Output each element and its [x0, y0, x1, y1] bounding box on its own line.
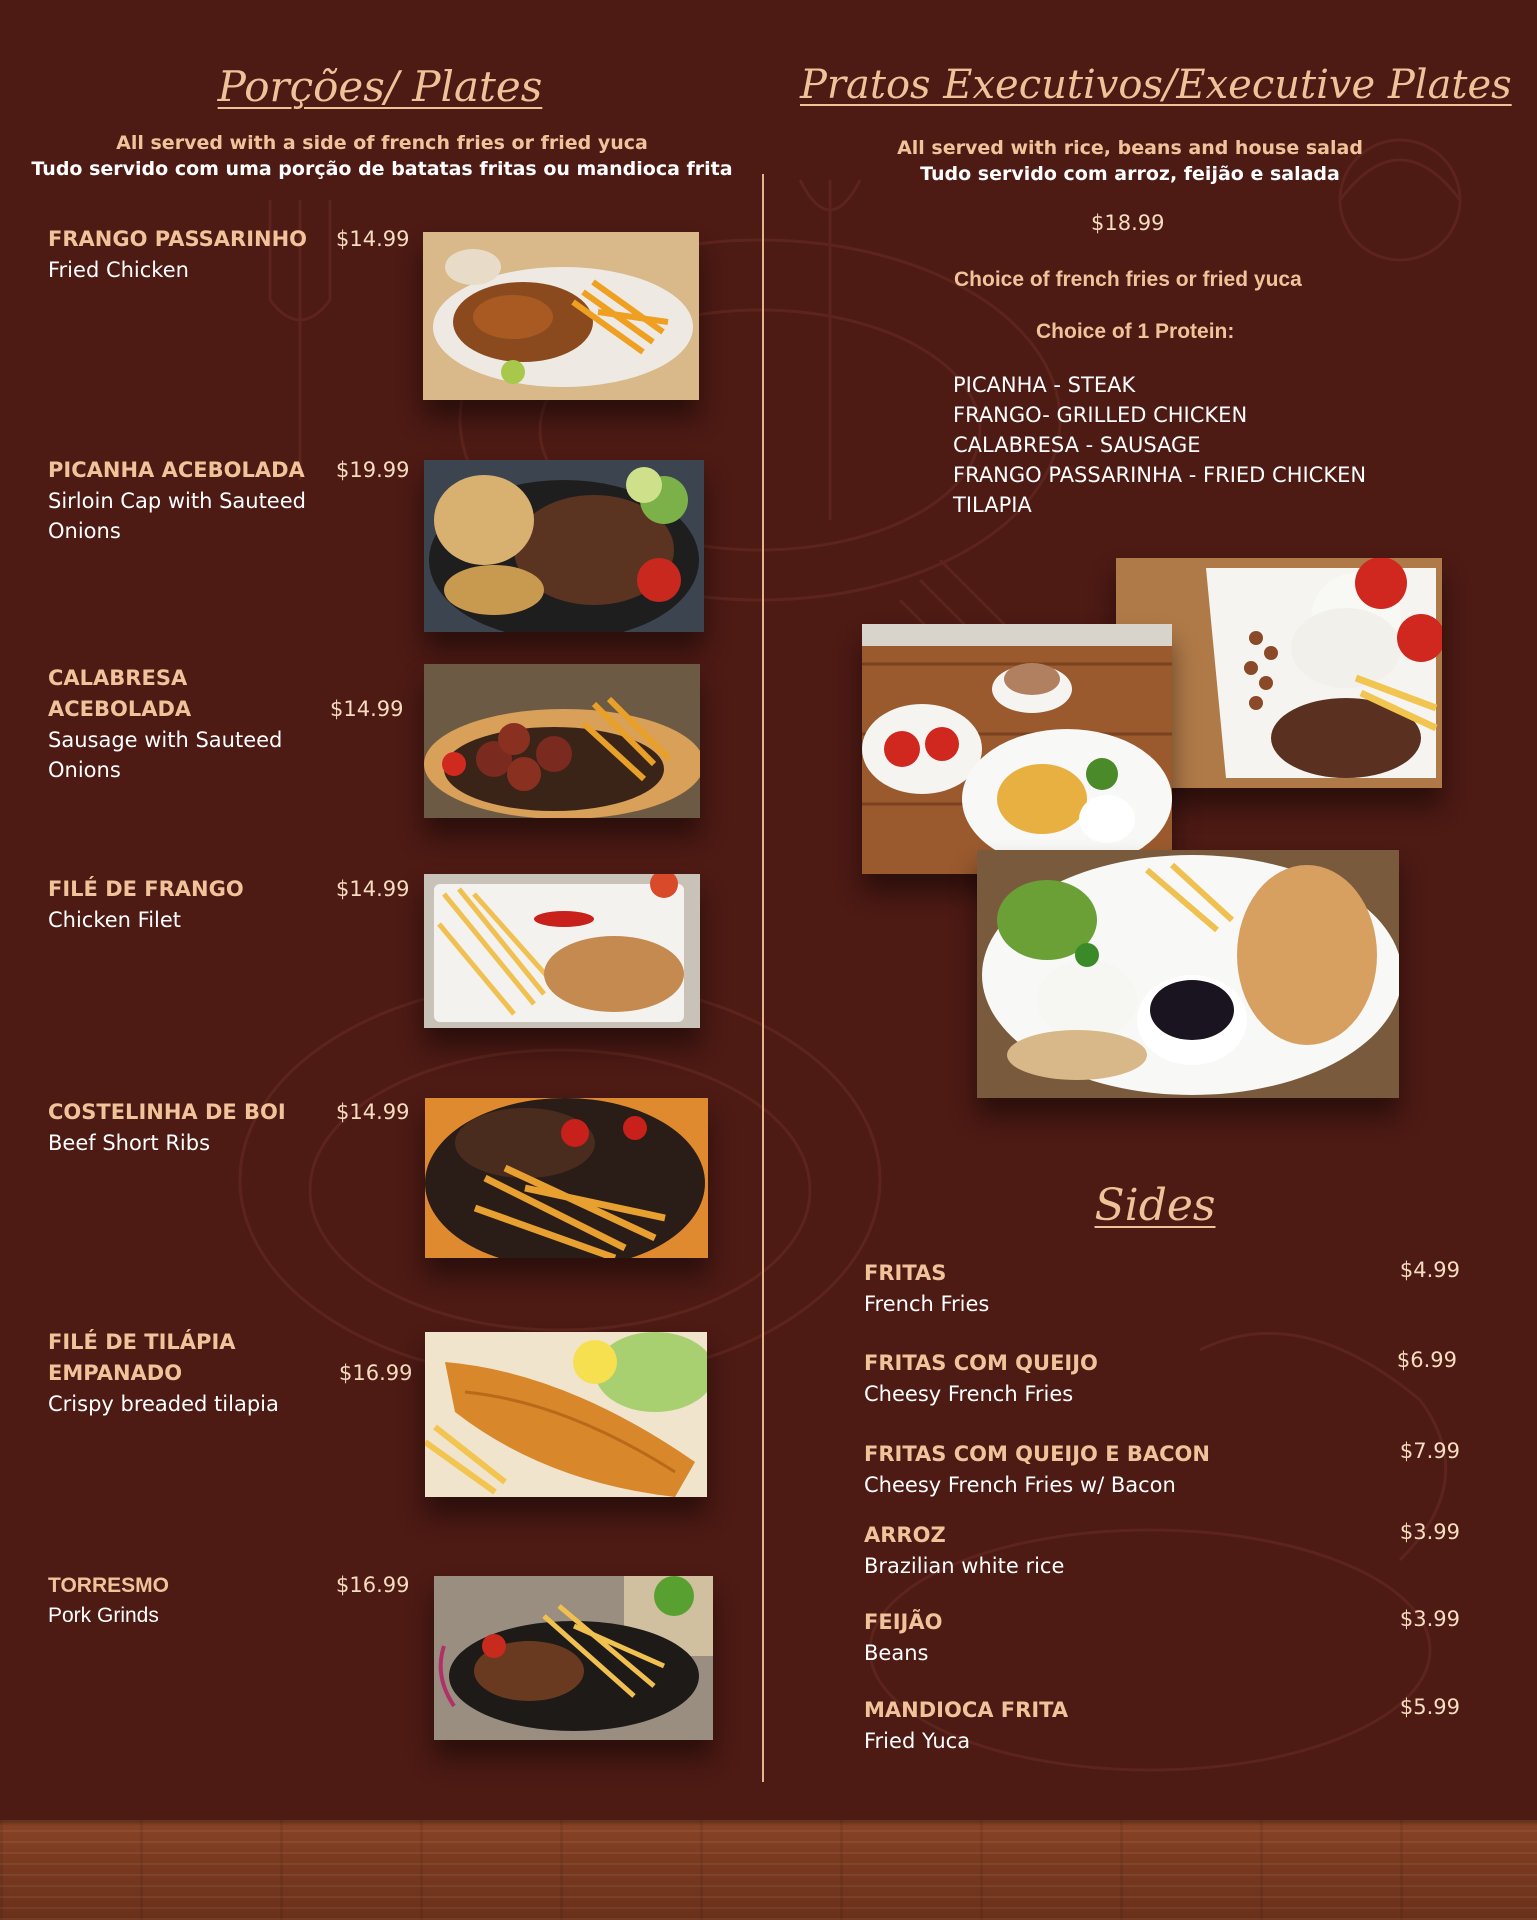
side-item-name: FRITAS COM QUEIJO E BACON [864, 1442, 1210, 1466]
protein-option: CALABRESA - SAUSAGE [953, 433, 1201, 457]
side-item-price: $6.99 [1396, 1348, 1457, 1372]
side-item-desc: Cheesy French Fries w/ Bacon [864, 1473, 1176, 1497]
fried-chicken-photo [423, 232, 699, 400]
sausage-photo [424, 664, 700, 818]
protein-option: FRANGO- GRILLED CHICKEN [953, 403, 1248, 427]
plates-title: Porções/ Plates [217, 62, 543, 111]
plate-item-desc: Sirloin Cap with Sauteed Onions [48, 489, 306, 543]
short-ribs-photo [425, 1098, 708, 1258]
side-item-price: $7.99 [1399, 1439, 1460, 1463]
side-item-price: $4.99 [1399, 1258, 1460, 1282]
protein-list [953, 370, 1366, 520]
side-item-price: $3.99 [1399, 1607, 1460, 1631]
side-item-name: FEIJÃO [864, 1610, 943, 1634]
side-item-price: $3.99 [1399, 1520, 1460, 1544]
side-item-desc: Cheesy French Fries [864, 1382, 1074, 1406]
executive-subtitle-en: All served with rice, beans and house salad [897, 137, 1363, 159]
plate-item-price: $16.99 [336, 1573, 410, 1597]
side-item-desc: French Fries [864, 1292, 990, 1316]
executive-omelet-plate-photo [862, 624, 1172, 874]
plate-item [48, 1570, 313, 1631]
plate-item-price: $14.99 [336, 877, 410, 901]
plate-item-price: $19.99 [336, 458, 410, 482]
plate-item [48, 224, 313, 285]
plate-item [48, 663, 308, 785]
side-item [864, 1607, 1460, 1668]
side-item-price: $5.99 [1399, 1695, 1460, 1719]
executive-choice-sides: Choice of french fries or fried yuca [954, 268, 1302, 291]
plate-item-name: FRANGO PASSARINHO [48, 227, 308, 251]
side-item [864, 1258, 1460, 1319]
executive-choice-protein: Choice of 1 Protein: [1036, 320, 1235, 343]
executive-price: $18.99 [1091, 211, 1165, 235]
plate-item [48, 1327, 313, 1419]
steak-onions-photo [424, 460, 704, 632]
side-item [864, 1520, 1460, 1581]
plate-item-name: TORRESMO [48, 1574, 169, 1597]
plate-item-desc: Fried Chicken [48, 258, 189, 282]
side-item [864, 1695, 1460, 1756]
plate-item-name: PICANHA ACEBOLADA [48, 458, 305, 482]
plate-item [48, 1097, 313, 1158]
chicken-filet-photo [424, 874, 700, 1028]
plate-item-desc: Sausage with Sauteed Onions [48, 728, 283, 782]
pork-grinds-photo [434, 1576, 713, 1740]
plate-item-price: $16.99 [339, 1361, 413, 1385]
tilapia-photo [425, 1332, 707, 1497]
plate-item-desc: Pork Grinds [48, 1604, 159, 1627]
protein-option: FRANGO PASSARINHA - FRIED CHICKEN [953, 463, 1367, 487]
side-item [864, 1439, 1460, 1500]
side-item-name: MANDIOCA FRITA [864, 1698, 1069, 1722]
executive-subtitle-pt: Tudo servido com arroz, feijão e salada [920, 163, 1340, 185]
wood-table-strip [0, 1820, 1537, 1920]
plate-item-name: COSTELINHA DE BOI [48, 1100, 286, 1124]
plate-item-price: $14.99 [336, 1100, 410, 1124]
side-item-name: ARROZ [864, 1523, 946, 1547]
plate-item-name: FILÉ DE TILÁPIA EMPANADO [48, 1330, 236, 1385]
side-item [864, 1348, 1460, 1409]
executive-grilled-chicken-photo [977, 850, 1399, 1098]
plate-item-price: $14.99 [330, 697, 404, 721]
plate-item-name: FILÉ DE FRANGO [48, 877, 244, 901]
plate-item [48, 874, 313, 935]
side-item-desc: Beans [864, 1641, 929, 1665]
column-divider [762, 174, 764, 1782]
plate-item [48, 455, 313, 546]
plate-item-name: CALABRESA ACEBOLADA [48, 666, 192, 721]
side-item-desc: Fried Yuca [864, 1729, 971, 1753]
plates-subtitle-en: All served with a side of french fries or fried yuca [116, 132, 648, 154]
executive-title: Pratos Executivos/Executive Plates [800, 62, 1512, 108]
plate-item-desc: Crispy breaded tilapia [48, 1392, 279, 1416]
side-item-desc: Brazilian white rice [864, 1554, 1065, 1578]
protein-option: TILAPIA [953, 493, 1032, 517]
plate-item-price: $14.99 [336, 227, 410, 251]
sides-title: Sides [1094, 1180, 1216, 1231]
plate-item-desc: Chicken Filet [48, 908, 182, 932]
side-item-name: FRITAS COM QUEIJO [864, 1351, 1098, 1375]
protein-option: PICANHA - STEAK [953, 373, 1136, 397]
side-item-name: FRITAS [864, 1261, 947, 1285]
plates-subtitle-pt: Tudo servido com uma porção de batatas fritas ou mandioca frita [31, 158, 733, 180]
plate-item-desc: Beef Short Ribs [48, 1131, 211, 1155]
